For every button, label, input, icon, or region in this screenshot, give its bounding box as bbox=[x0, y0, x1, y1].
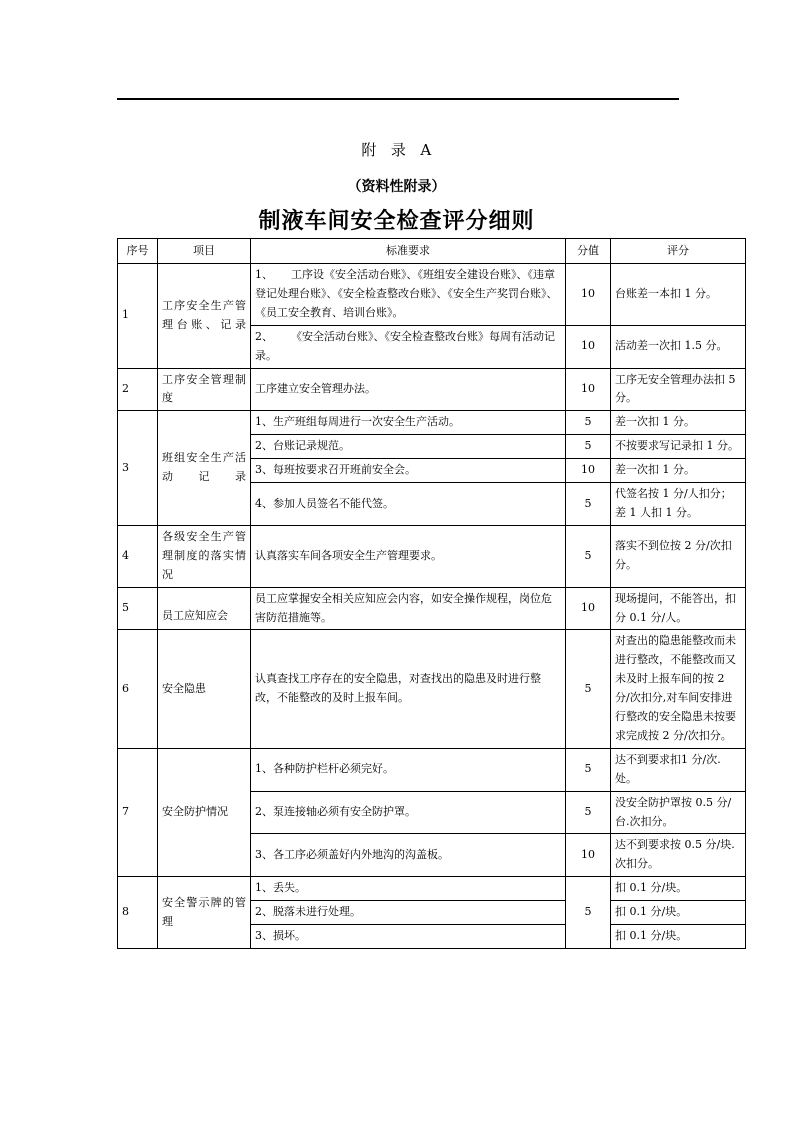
requirement-cell bbox=[251, 459, 566, 483]
row-number: 2 bbox=[118, 368, 158, 411]
row-item-name: 安全隐患 bbox=[158, 630, 251, 748]
requirement-cell bbox=[251, 525, 566, 587]
evaluation-cell: 扣 0.1 分/块。 bbox=[611, 901, 746, 925]
score-cell: 5 bbox=[566, 748, 611, 791]
row-number: 8 bbox=[118, 877, 158, 949]
score-cell: 5 bbox=[566, 435, 611, 459]
requirement-cell bbox=[251, 877, 566, 901]
score-cell: 5 bbox=[566, 525, 611, 587]
requirement-cell bbox=[251, 834, 566, 877]
row-item-name: 安全警示牌的管理 bbox=[158, 877, 251, 949]
table-row bbox=[118, 630, 746, 748]
row-item-name: 安全防护情况 bbox=[158, 748, 251, 876]
score-cell: 10 bbox=[566, 325, 611, 368]
requirement-text: 认真落实车间各项安全生产管理要求。 bbox=[255, 548, 442, 562]
scoring-table bbox=[117, 238, 746, 949]
scoring-table-wrapper bbox=[117, 238, 745, 949]
score-cell: 5 bbox=[566, 791, 611, 834]
evaluation-cell: 扣 0.1 分/块。 bbox=[611, 925, 746, 949]
appendix-letter: A bbox=[420, 141, 432, 159]
requirement-cell bbox=[251, 587, 566, 630]
evaluation-cell: 对查出的隐患能整改而未进行整改，不能整改而又未及时上报车间的按 2 分/次扣分,对车间安排进行整改的安全隐患未按要求完成按 2 分/次扣分。 bbox=[611, 630, 746, 748]
appendix-word: 附 bbox=[361, 141, 377, 159]
header-rule bbox=[117, 98, 679, 100]
score-cell: 5 bbox=[566, 483, 611, 526]
requirement-text: 认真查找工序存在的安全隐患，对查找出的隐患及时进行整改，不能整改的及时上报车间。 bbox=[255, 672, 541, 705]
appendix-label bbox=[0, 139, 793, 160]
requirement-text: 工序设《安全活动台账》、《班组安全建设台账》、《违章登记处理台账》、《安全检查整改台账》、《安全生产奖罚台账》、《员工安全教育、培训台账》。 bbox=[255, 268, 558, 319]
requirement-cell bbox=[251, 264, 566, 326]
evaluation-cell: 达不到要求按 0.5 分/块.次扣分。 bbox=[611, 834, 746, 877]
requirement-text: 1、各种防护栏杆必须完好。 bbox=[255, 762, 394, 776]
evaluation-cell: 活动差一次扣 1.5 分。 bbox=[611, 325, 746, 368]
appendix-subtitle: （资料性附录） bbox=[347, 179, 446, 195]
requirement-text: 3、各工序必须盖好内外地沟的沟盖板。 bbox=[255, 847, 449, 861]
row-number: 3 bbox=[118, 411, 158, 526]
requirement-text: 《安全活动台账》、《安全检查整改台账》每周有活动记录。 bbox=[255, 329, 555, 362]
header-cell-score: 分值 bbox=[566, 239, 611, 264]
requirement-cell bbox=[251, 435, 566, 459]
requirement-cell bbox=[251, 901, 566, 925]
requirement-cell bbox=[251, 411, 566, 435]
evaluation-cell: 落实不到位按 2 分/次扣分。 bbox=[611, 525, 746, 587]
requirement-cell bbox=[251, 368, 566, 411]
row-number: 7 bbox=[118, 748, 158, 876]
row-item-name: 员工应知应会 bbox=[158, 587, 251, 630]
requirement-text: 1、生产班组每周进行一次安全生产活动。 bbox=[255, 415, 460, 429]
page-title: 制液车间安全检查评分细则 bbox=[258, 209, 535, 234]
table-body bbox=[118, 264, 746, 949]
evaluation-cell: 不按要求写记录扣 1 分。 bbox=[611, 435, 746, 459]
appendix-word-2: 录 bbox=[390, 141, 407, 159]
table-row bbox=[118, 587, 746, 630]
evaluation-cell: 达不到要求扣1 分/次.处。 bbox=[611, 748, 746, 791]
requirement-cell bbox=[251, 630, 566, 748]
row-number: 6 bbox=[118, 630, 158, 748]
evaluation-cell: 台账差一本扣 1 分。 bbox=[611, 264, 746, 326]
header-cell-item: 项目 bbox=[158, 239, 251, 264]
requirement-cell bbox=[251, 791, 566, 834]
score-cell: 10 bbox=[566, 834, 611, 877]
requirement-text: 4、参加人员签名不能代签。 bbox=[255, 496, 394, 510]
row-item-name: 工序安全生产管理台账、记录 bbox=[158, 264, 251, 369]
score-cell: 10 bbox=[566, 459, 611, 483]
table-row bbox=[118, 748, 746, 791]
row-number: 4 bbox=[118, 525, 158, 587]
row-number: 5 bbox=[118, 587, 158, 630]
score-cell: 10 bbox=[566, 264, 611, 326]
header-cell-evaluation: 评分 bbox=[611, 239, 746, 264]
requirement-text: 1、丢失。 bbox=[255, 881, 306, 895]
table-row bbox=[118, 264, 746, 326]
score-cell: 10 bbox=[566, 368, 611, 411]
evaluation-cell: 现场提问，不能答出，扣分 0.1 分/人。 bbox=[611, 587, 746, 630]
table-row bbox=[118, 525, 746, 587]
evaluation-cell: 差一次扣 1 分。 bbox=[611, 459, 746, 483]
evaluation-cell: 代签名按 1 分/人扣分；差 1 人扣 1 分。 bbox=[611, 483, 746, 526]
score-cell: 10 bbox=[566, 587, 611, 630]
table-row bbox=[118, 368, 746, 411]
requirement-text: 工序建立安全管理办法。 bbox=[255, 381, 376, 395]
row-item-name: 各级安全生产管理制度的落实情况 bbox=[158, 525, 251, 587]
row-number: 1 bbox=[118, 264, 158, 369]
requirement-cell bbox=[251, 325, 566, 368]
requirement-text: 3、每班按要求召开班前安全会。 bbox=[255, 463, 416, 477]
header-cell-no: 序号 bbox=[118, 239, 158, 264]
table-header bbox=[118, 239, 746, 264]
header-cell-requirement: 标准要求 bbox=[251, 239, 566, 264]
requirement-text: 2、台账记录规范。 bbox=[255, 439, 350, 453]
requirement-cell bbox=[251, 925, 566, 949]
evaluation-cell: 没安全防护罩按 0.5 分/台.次扣分。 bbox=[611, 791, 746, 834]
requirement-text: 3、损坏。 bbox=[255, 929, 306, 943]
requirement-cell bbox=[251, 483, 566, 526]
table-row bbox=[118, 411, 746, 435]
requirement-text: 员工应掌握安全相关应知应会内容，如安全操作规程，岗位危害防范措施等。 bbox=[255, 591, 552, 624]
requirement-text: 2、脱落未进行处理。 bbox=[255, 905, 361, 919]
table-row bbox=[118, 877, 746, 901]
table-header-row bbox=[118, 239, 746, 264]
evaluation-cell: 工序无安全管理办法扣 5 分。 bbox=[611, 368, 746, 411]
requirement-text: 2、泵连接轴必须有安全防护罩。 bbox=[255, 805, 416, 819]
evaluation-cell: 差一次扣 1 分。 bbox=[611, 411, 746, 435]
score-cell: 5 bbox=[566, 877, 611, 949]
row-item-name: 班组安全生产活动记录 bbox=[158, 411, 251, 526]
score-cell: 5 bbox=[566, 630, 611, 748]
evaluation-cell: 扣 0.1 分/块。 bbox=[611, 877, 746, 901]
requirement-number: 2、 bbox=[255, 329, 273, 343]
score-cell: 5 bbox=[566, 411, 611, 435]
requirement-number: 1、 bbox=[255, 268, 273, 281]
row-item-name: 工序安全管理制度 bbox=[158, 368, 251, 411]
requirement-cell bbox=[251, 748, 566, 791]
